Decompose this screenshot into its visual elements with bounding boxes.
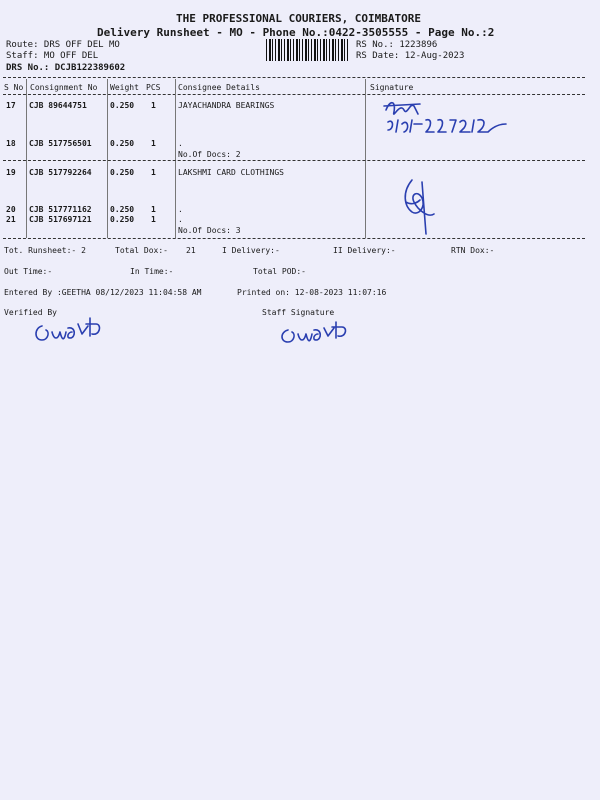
- total-pod: Total POD:-: [253, 267, 306, 276]
- table-bottom-rule: [3, 238, 585, 239]
- col-signature: Signature: [370, 83, 414, 92]
- verified-by: Verified By: [4, 308, 57, 317]
- rtn-dox: RTN Dox:-: [451, 246, 495, 255]
- route-label: Route: DRS OFF DEL MO: [6, 40, 120, 50]
- staff-label: Staff: MO OFF DEL: [6, 51, 99, 61]
- rs-number: RS No.: 1223896: [356, 40, 438, 50]
- company-name: THE PROFESSIONAL COURIERS, COIMBATORE: [176, 12, 422, 25]
- col-sno: S No: [4, 83, 24, 92]
- ii-delivery: II Delivery:-: [333, 246, 396, 255]
- group-divider: [3, 160, 585, 161]
- tot-runsheet: Tot. Runsheet:- 2: [4, 246, 86, 255]
- verifier-signature: [32, 314, 112, 348]
- table-header-rule: [3, 94, 585, 95]
- drs-number: DRS No.: DCJB122389602: [6, 63, 126, 73]
- docs-count: No.Of Docs: 2: [178, 150, 241, 159]
- col-consignment: Consignment No: [30, 83, 98, 92]
- col-consignee: Consignee Details: [178, 83, 260, 92]
- i-delivery: I Delivery:-: [222, 246, 280, 255]
- total-dox-label: Total Dox:-: [115, 246, 168, 255]
- total-dox-value: 21: [186, 246, 196, 255]
- entered-by: Entered By :GEETHA 08/12/2023 11:04:58 AM: [4, 288, 202, 297]
- runsheet-subtitle: Delivery Runsheet - MO - Phone No.:0422-3505555 - Page No.:2: [97, 26, 495, 39]
- col-weight: Weight: [110, 83, 139, 92]
- table-top-rule: [3, 77, 585, 78]
- out-time: Out Time:-: [4, 267, 53, 276]
- in-time: In Time:-: [130, 267, 174, 276]
- receiver-signature-2: [398, 172, 448, 242]
- docs-count: No.Of Docs: 3: [178, 226, 241, 235]
- printed-on: Printed on: 12-08-2023 11:07:16: [237, 288, 387, 297]
- staff-signature-label: Staff Signature: [262, 308, 335, 317]
- col-pcs: PCS: [146, 83, 161, 92]
- rs-date: RS Date: 12-Aug-2023: [356, 51, 465, 61]
- staff-signature: [278, 318, 358, 348]
- barcode-image: [266, 39, 350, 61]
